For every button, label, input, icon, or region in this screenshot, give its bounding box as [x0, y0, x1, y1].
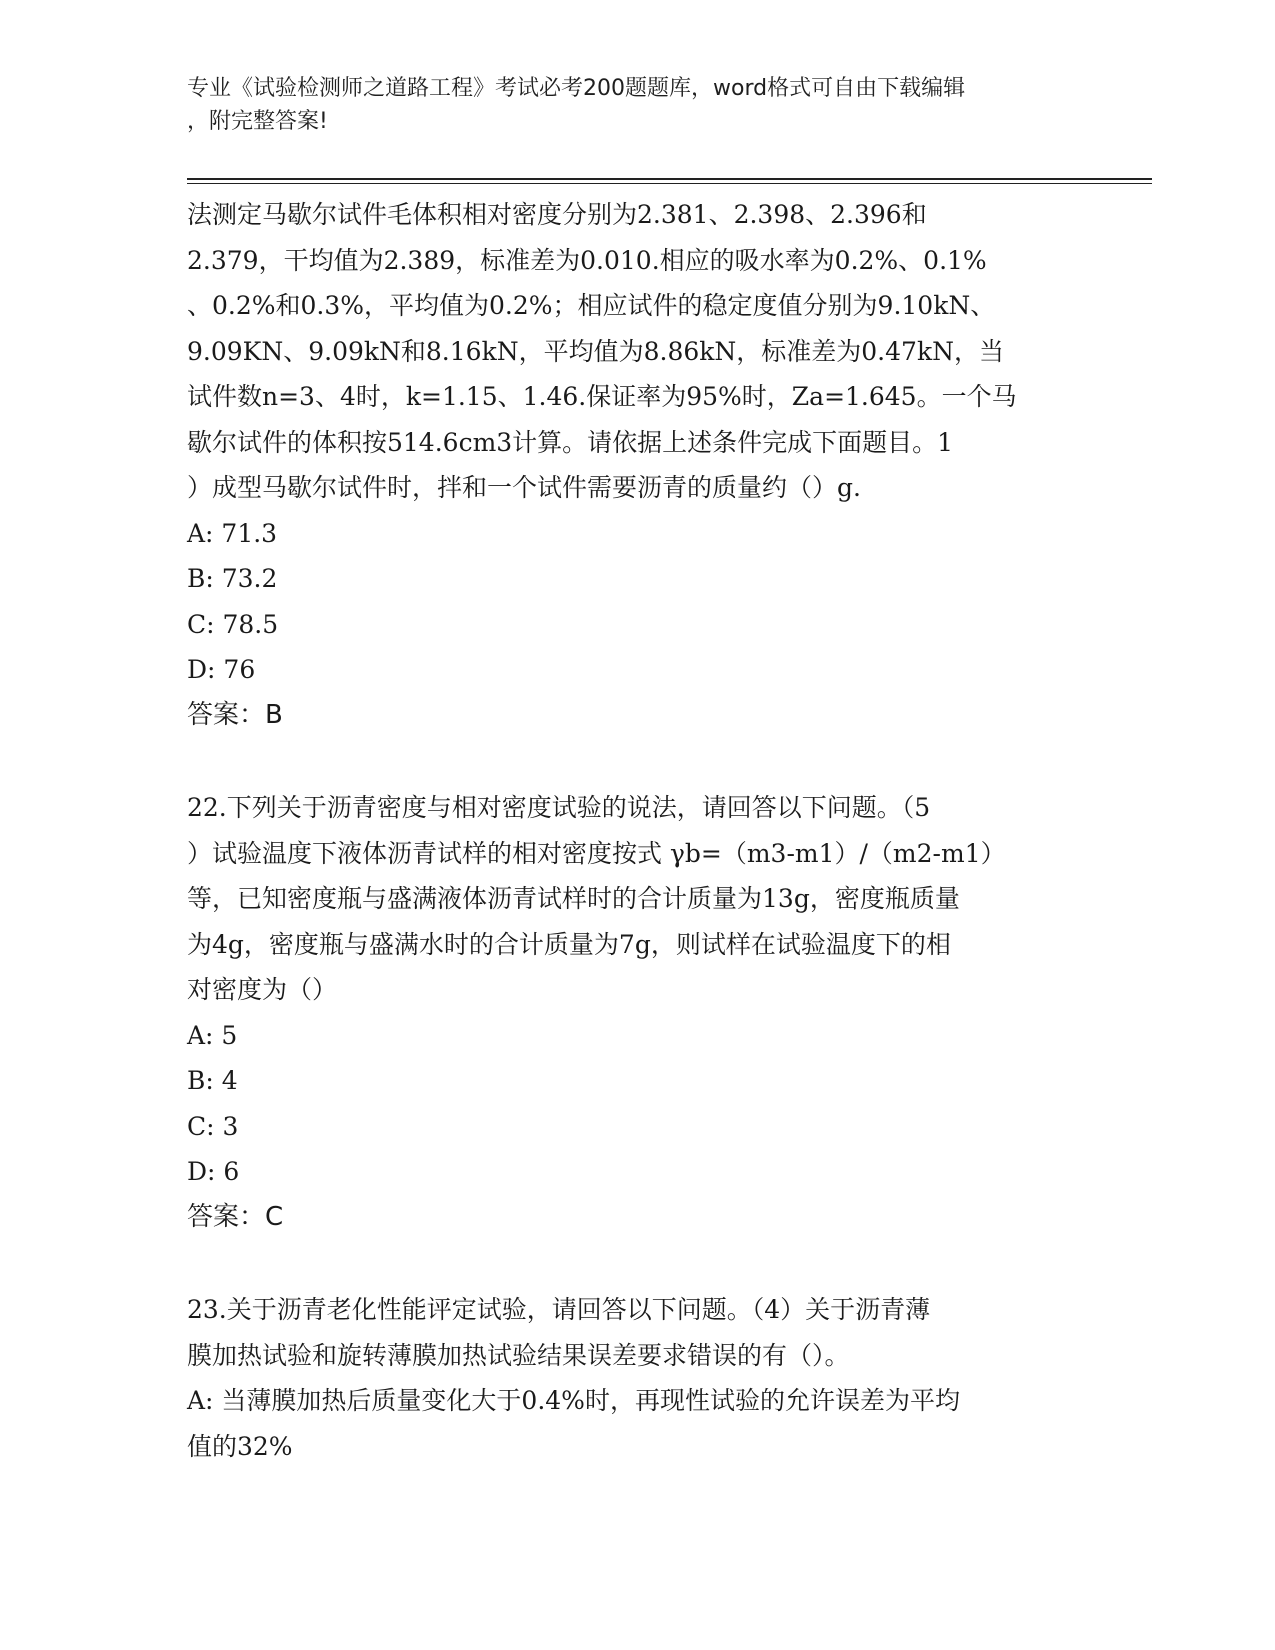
- option-c: C: 78.5: [187, 609, 279, 639]
- header-divider: [187, 178, 1152, 184]
- question-stem-line: 对密度为（）: [187, 975, 338, 1004]
- question-stem-line: 9.09KN、9.09kN和8.16kN，平均值为8.86kN，标准差为0.47kN，当: [187, 336, 1004, 366]
- answer-line: 答案：B: [187, 699, 283, 730]
- option-a: A: 71.3: [187, 518, 278, 548]
- question-stem-line: 歇尔试件的体积按514.6cm3计算。请依据上述条件完成下面题目。1: [187, 427, 954, 457]
- question-23: [187, 1287, 1087, 1469]
- question-stem-line: 法测定马歇尔试件毛体积相对密度分别为2.381、2.398、2.396和: [187, 200, 927, 229]
- question-stem-line: 、0.2%和0.3%，平均值为0.2%；相应试件的稳定度值分别为9.10kN、: [187, 291, 996, 320]
- question-21: [187, 192, 1087, 738]
- option-d: D: 6: [187, 1157, 240, 1186]
- header-title-line-2: ，附完整答案!: [187, 109, 328, 134]
- question-stem-line: 2.379，干均值为2.389，标准差为0.010.相应的吸水率为0.2%、0.1%: [187, 245, 987, 275]
- question-22: [187, 785, 1087, 1240]
- answer-line: 答案：C: [187, 1201, 284, 1232]
- option-c: C: 3: [187, 1111, 239, 1141]
- option-b: B: 73.2: [187, 564, 278, 593]
- question-stem-line: 等，已知密度瓶与盛满液体沥青试样时的合计质量为13g，密度瓶质量: [187, 884, 960, 913]
- option-a-continued: 值的32%: [187, 1431, 293, 1461]
- question-stem-line: 为4g，密度瓶与盛满水时的合计质量为7g，则试样在试验温度下的相: [187, 929, 951, 959]
- option-a: A: 当薄膜加热后质量变化大于0.4%时，再现性试验的允许误差为平均: [187, 1386, 960, 1415]
- question-stem-line: 膜加热试验和旋转薄膜加热试验结果误差要求错误的有（）。: [187, 1340, 850, 1370]
- option-d: D: 76: [187, 655, 256, 684]
- option-b: B: 4: [187, 1066, 238, 1095]
- document-header: [187, 72, 1077, 138]
- question-stem-line: 23.关于沥青老化性能评定试验，请回答以下问题。（4）关于沥青薄: [187, 1295, 931, 1324]
- question-stem-line: ）试验温度下液体沥青试样的相对密度按式 γb=（m3-m1）/（m2-m1）: [187, 838, 1006, 868]
- header-title-line-1: 专业《试验检测师之道路工程》考试必考200题题库，word格式可自由下载编辑: [187, 76, 966, 101]
- question-list: [187, 192, 1087, 1469]
- option-a: A: 5: [187, 1020, 238, 1050]
- question-stem-line: ）成型马歇尔试件时，拌和一个试件需要沥青的质量约（）g.: [187, 473, 861, 502]
- question-stem-line: 22.下列关于沥青密度与相对密度试验的说法，请回答以下问题。（5: [187, 793, 931, 822]
- question-stem-line: 试件数n=3、4时，k=1.15、1.46.保证率为95%时，Za=1.645。一个马: [187, 382, 1017, 411]
